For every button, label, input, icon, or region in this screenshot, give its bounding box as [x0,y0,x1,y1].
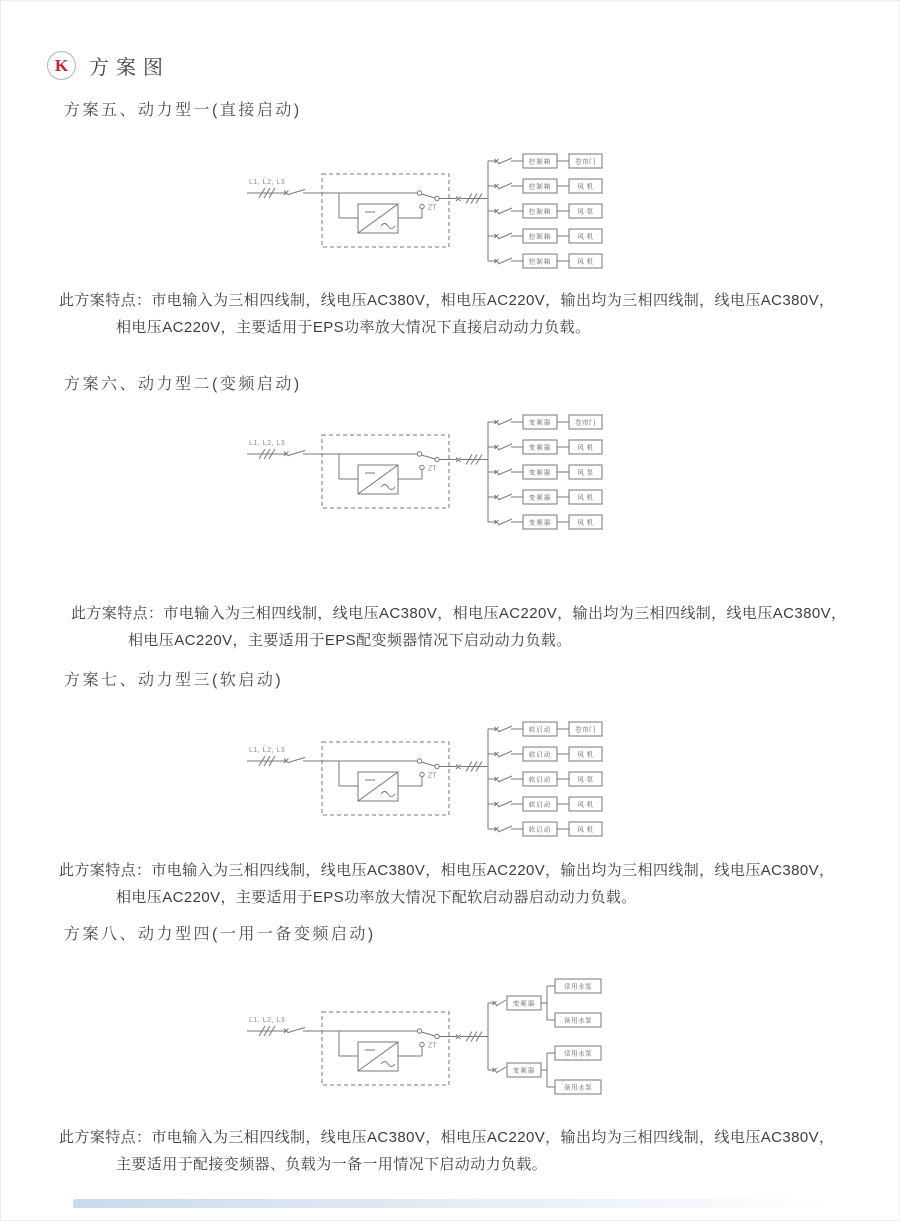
zt-terminal [420,1042,424,1046]
device-label: 控制箱 [528,158,552,166]
device-label: 控制箱 [528,183,552,191]
load-label: 卷帘门 [575,726,596,734]
features-line2: 相电压AC220V，主要适用于EPS功率放大情况下直接启动动力负载。 [116,319,591,336]
device-label: 软启动 [528,751,552,759]
zt-terminal [420,204,424,208]
device-label: 变频器 [528,494,552,502]
features-line1: 市电输入为三相四线制，线电压AC380V，相电压AC220V，输出均为三相四线制，线电压AC380V， [151,862,835,879]
input-phase-label: L1, L2, L3 [249,1017,286,1024]
load-label: 风 机 [577,444,594,452]
scheme-eight-diagram [241,962,633,1104]
features-label: 此方案特点： [71,605,164,622]
input-phase-label: L1, L2, L3 [249,179,286,186]
features-label: 此方案特点： [59,862,152,879]
footer-gradient-bar [73,1199,831,1208]
zt-label: ZT [428,772,437,780]
load-label: 卷帘门 [575,158,596,166]
features-line1: 市电输入为三相四线制，线电压AC380V，相电压AC220V，输出均为三相四线制，线电压AC380V， [151,292,835,309]
load-label: 常用水泵 [564,983,592,991]
zt-terminal [420,772,424,776]
zt-terminal [420,465,424,469]
load-label: 风 机 [577,826,594,834]
load-label: 风 机 [577,233,594,241]
load-label: 风 泵 [577,208,594,216]
device-label: 变频器 [512,1000,536,1008]
features-label: 此方案特点： [59,292,152,309]
load-label: 风 泵 [577,469,594,477]
input-phase-label: L1, L2, L3 [249,747,286,754]
device-label: 软启动 [528,826,552,834]
scheme-seven-features [59,857,834,911]
section-k-badge: K [47,51,76,80]
zt-label: ZT [428,1042,437,1050]
device-label: 控制箱 [528,208,552,216]
scheme-six-diagram [241,407,633,537]
features-line2: 相电压AC220V，主要适用于EPS功率放大情况下配软启动器启动动力负载。 [116,889,637,906]
scheme-eight-features [59,1124,834,1178]
scheme-seven-diagram [241,714,633,844]
load-label: 备用水泵 [564,1084,592,1092]
load-label: 风 机 [577,258,594,266]
scheme-eight-title: 方案八、动力型四(一用一备变频启动) [64,926,376,943]
load-label: 风 机 [577,751,594,759]
scheme-five-title: 方案五、动力型一(直接启动) [64,102,302,119]
device-label: 控制箱 [528,233,552,241]
load-label: 卷帘门 [575,419,596,427]
scheme-five-features [59,287,834,341]
scheme-six-title: 方案六、动力型二(变频启动) [64,376,302,393]
features-line2: 相电压AC220V，主要适用于EPS配变频器情况下启动动力负载。 [128,632,572,649]
scheme-seven-title: 方案七、动力型三(软启动) [64,672,284,689]
zt-label: ZT [428,204,437,212]
load-label: 备用水泵 [564,1017,592,1025]
device-label: 软启动 [528,776,552,784]
load-label: 风 机 [577,801,594,809]
zt-label: ZT [428,465,437,473]
load-label: 风 泵 [577,776,594,784]
input-phase-label: L1, L2, L3 [249,440,286,447]
load-label: 风 机 [577,519,594,527]
load-label: 风 机 [577,183,594,191]
load-label: 常用水泵 [564,1050,592,1058]
scheme-six-features [71,600,846,654]
features-line1: 市电输入为三相四线制，线电压AC380V，相电压AC220V，输出均为三相四线制，线电压AC380V， [163,605,847,622]
load-label: 风 机 [577,494,594,502]
page-title: 方案图 [89,57,170,79]
device-label: 控制箱 [528,258,552,266]
features-line1: 市电输入为三相四线制，线电压AC380V，相电压AC220V，输出均为三相四线制，线电压AC380V， [151,1129,835,1146]
device-label: 软启动 [528,726,552,734]
device-label: 变频器 [512,1067,536,1075]
device-label: 变频器 [528,469,552,477]
device-label: 变频器 [528,419,552,427]
features-line2: 主要适用于配接变频器、负载为一备一用情况下启动动力负载。 [116,1156,548,1173]
device-label: 软启动 [528,801,552,809]
device-label: 变频器 [528,519,552,527]
features-label: 此方案特点： [59,1129,152,1146]
page-header [47,51,170,80]
device-label: 变频器 [528,444,552,452]
scheme-five-diagram [241,146,633,276]
